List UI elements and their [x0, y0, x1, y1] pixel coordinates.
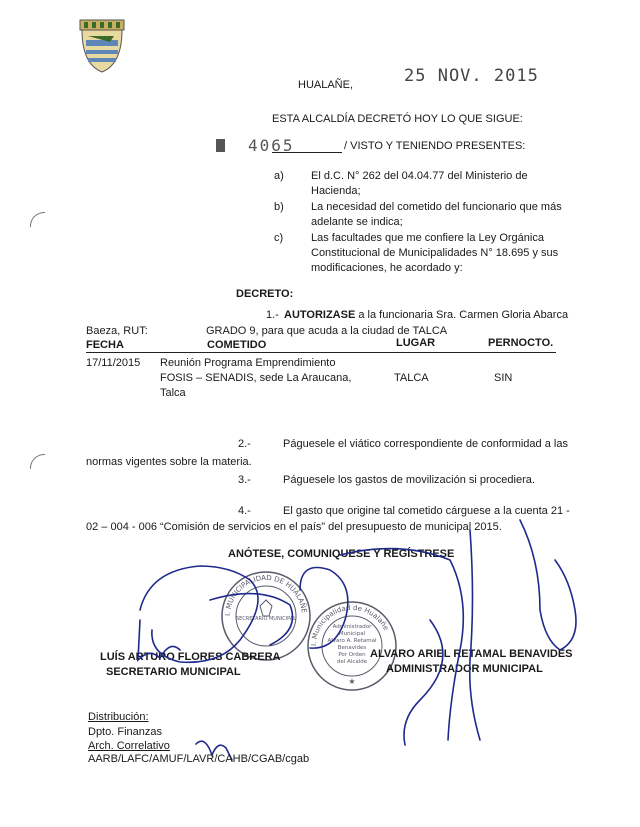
item2-text: Páguesele el viático correspondiente de conformidad a las [283, 438, 568, 450]
header-cometido: COMETIDO [207, 339, 267, 351]
item1-text [284, 309, 568, 321]
closing-formula: ANÓTESE, COMUNIQUESE Y REGÍSTRESE [228, 548, 455, 560]
coat-of-arms-logo [74, 16, 130, 74]
punch-mark [30, 212, 45, 227]
item4-text: 02 – 004 - 006 “Comisión de servicios en el país” del presupuesto de municipal 2015. [86, 521, 502, 533]
item2-text: normas vigentes sobre la materia. [86, 456, 252, 468]
initials-line: AARB/LAFC/AMUF/LAVR/CAHB/CGAB/cgab [88, 753, 310, 765]
seal-ring-text: I. MUNICIPALIDAD DE HUALAÑE [223, 573, 308, 617]
city-label: HUALAÑE, [298, 79, 354, 91]
visto-text: / VISTO Y TENIENDO PRESENTES: [344, 140, 526, 152]
decree-number-marker-icon [216, 139, 225, 152]
seal-inner-text: Alvaro A. Retamal [327, 638, 377, 644]
cell-cometido: Reunión Programa Emprendimiento [160, 357, 336, 369]
decree-number-underline [272, 152, 342, 153]
seal-inner-text: Benavides [337, 645, 367, 651]
header-fecha: FECHA [86, 339, 124, 351]
autorizase-label: AUTORIZASE [284, 309, 356, 321]
header-lugar: LUGAR [396, 337, 436, 349]
item1-line2-right: GRADO 9, para que acuda a la ciudad de TALCA [206, 325, 448, 337]
item-number: 2.- [238, 438, 251, 450]
date-stamp: 25 NOV. 2015 [404, 66, 539, 86]
cell-cometido: FOSIS – SENADIS, sede La Araucana, [160, 372, 352, 384]
considerando-letter: a) [274, 170, 284, 182]
decreto-heading: DECRETO: [236, 288, 294, 300]
distribution-heading: Distribución: [88, 711, 149, 723]
considerando-text: Constitucional de Municipalidades N° 18.695 y sus [311, 247, 559, 259]
svg-text:★: ★ [348, 677, 356, 686]
considerando-text: La necesidad del cometido del funcionario que más [311, 201, 562, 213]
administrador-seal [306, 600, 398, 692]
seal-inner-text: Por Orden [338, 652, 366, 658]
left-signatory-title: SECRETARIO MUNICIPAL [106, 666, 241, 678]
item1-rest: a la funcionaria Sra. Carmen Gloria Abarca [355, 309, 569, 321]
considerando-text: Las facultades que me confiere la Ley Orgánica [311, 232, 544, 244]
decree-intro: ESTA ALCALDÍA DECRETÓ HOY LO QUE SIGUE: [272, 113, 523, 125]
decree-number: 4065 [248, 136, 295, 155]
cell-pernocto: SIN [494, 372, 513, 384]
cell-lugar: TALCA [394, 372, 429, 384]
considerando-letter: b) [274, 201, 284, 213]
item4-text: El gasto que origine tal cometido cárguese a la cuenta 21 - [283, 505, 570, 517]
right-signatory-title: ADMINISTRADOR MUNICIPAL [386, 663, 543, 675]
considerando-text: El d.C. N° 262 del 04.04.77 del Ministerio de [311, 170, 528, 182]
archive-heading: Arch. Correlativo [88, 740, 170, 752]
cell-cometido: Talca [160, 387, 186, 399]
cell-fecha: 17/11/2015 [86, 357, 141, 369]
seal-inner-text: Administrador [332, 624, 372, 630]
considerando-letter: c) [274, 232, 284, 244]
item-number: 4.- [238, 505, 251, 517]
secretario-seal [218, 568, 314, 664]
seal-inner-text: del Alcalde [336, 659, 368, 665]
seal-ring-text: I. Municipalidad de Hualañe [309, 603, 391, 647]
considerando-text: adelante se indica; [311, 216, 403, 228]
item-number: 3.- [238, 474, 251, 486]
considerando-text: Hacienda; [311, 185, 361, 197]
item1-line2-left: Baeza, RUT: [86, 325, 148, 337]
item-number: 1.- [266, 309, 279, 321]
table-header-rule [86, 352, 556, 353]
distribution-line: Dpto. Finanzas [88, 726, 162, 738]
seal-inner-text: SECRETARIO MUNICIPAL [235, 616, 297, 622]
seal-inner-text: Municipal [338, 631, 366, 637]
punch-mark [30, 454, 45, 469]
considerando-text: modificaciones, he acordado y: [311, 262, 463, 274]
item3-text: Páguesele los gastos de movilización si procediera. [283, 474, 535, 486]
header-pernocto: PERNOCTO. [488, 337, 554, 349]
right-signatory-name: ALVARO ARIEL RETAMAL BENAVIDES [370, 648, 573, 660]
left-signatory-name: LUÍS ARTURO FLORES CABRERA [100, 651, 281, 663]
